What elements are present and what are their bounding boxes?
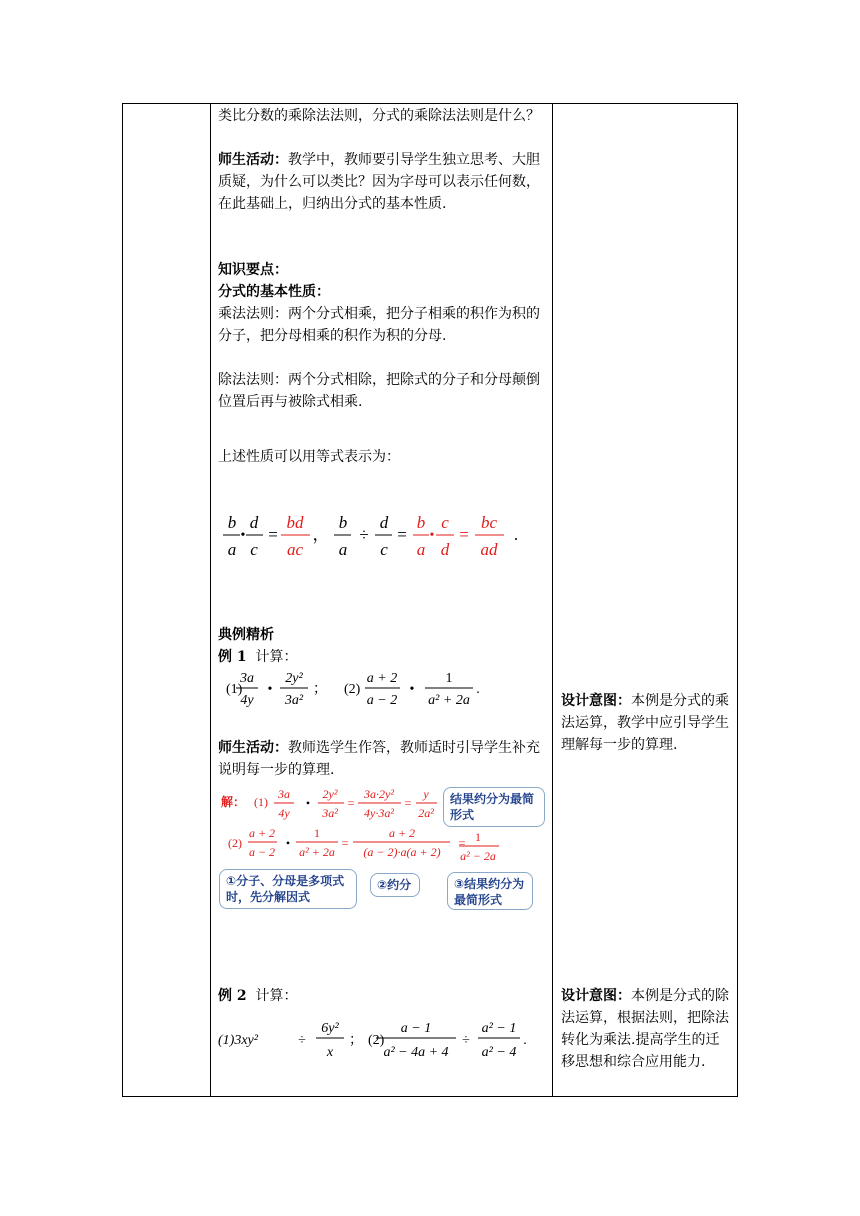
sol2-res-num: 1 xyxy=(475,830,481,844)
frac-bc-num: bc xyxy=(480,513,498,532)
sol1-dot: • xyxy=(305,796,311,810)
period: . xyxy=(513,525,519,544)
frac-c-den: c xyxy=(250,540,258,559)
eq-1: = xyxy=(268,525,278,544)
example2-title xyxy=(218,985,548,1007)
ex2-f2-num: a − 1 xyxy=(400,1021,432,1036)
sol-label: 解： xyxy=(221,795,246,809)
ex2-part2: (2) xyxy=(368,1033,385,1048)
frac-b-num: b xyxy=(227,513,237,532)
knowledge-subheading: 分式的基本性质： xyxy=(218,284,330,300)
comma: ， xyxy=(312,525,330,544)
ex1-dot: • xyxy=(267,682,273,697)
main-content-column xyxy=(218,103,548,468)
sol2-dot: • xyxy=(285,836,291,850)
ex1-period: . xyxy=(476,682,480,697)
design2-label: 设计意图： xyxy=(561,988,631,1004)
callout-result-simplest: 结果约分为最简形式 xyxy=(443,787,545,827)
ex2-f1-num: 6y² xyxy=(321,1021,339,1036)
sol1-f1-den: 4y xyxy=(278,806,290,820)
ex1-dot-2: • xyxy=(409,682,415,697)
activity-label: 师生活动： xyxy=(218,152,288,168)
example1-text: 计算： xyxy=(255,649,298,665)
eq-2: = xyxy=(397,525,407,544)
ex1-f4-den: a² + 2a xyxy=(428,693,470,708)
frac-c3-num: c xyxy=(441,513,449,532)
multiplication-rule: 乘法法则：两个分式相乘，把分子相乘的积作为积的分子，把分母相乘的积作为积的分母. xyxy=(218,306,540,344)
ex1-part2: (2) xyxy=(344,682,361,697)
column-divider-1 xyxy=(210,104,211,1096)
sol1-eq2: = xyxy=(404,796,412,810)
sol1-f2-den: 3a² xyxy=(322,806,338,820)
examples-section xyxy=(218,624,548,668)
intro-question: 类比分数的乘除法法则，分式的乘除法法则是什么？ xyxy=(218,108,540,124)
ex1-f3-den: a − 2 xyxy=(366,693,398,708)
callout-simplest: ③结果约分为最简形式 xyxy=(447,872,533,910)
example1-title xyxy=(218,646,548,668)
example1-problems xyxy=(216,667,546,711)
intro-activity xyxy=(218,149,548,215)
division-rule: 除法法则：两个分式相除，把除式的分子和分母颠倒位置后再与被除式相乘. xyxy=(218,372,540,410)
sol1-eq1: = xyxy=(347,796,355,810)
property-formula xyxy=(218,508,548,568)
frac-a3-den: a xyxy=(416,540,426,559)
sol-part1: (1) xyxy=(254,795,268,809)
design-intent-2 xyxy=(561,985,733,1073)
example2-label: 例 2 xyxy=(218,988,247,1004)
frac-ad-den: ad xyxy=(480,540,498,559)
frac-bd-num: bd xyxy=(286,513,304,532)
ex2-f3-den: a² − 4 xyxy=(481,1045,517,1060)
design1-label: 设计意图： xyxy=(561,693,631,709)
ex1-f1-num: 3a xyxy=(240,671,254,686)
design2-text: 本例是分式的除法运算，根据法则，把除法转化为乘法.提高学生的迁移思想和综合应用能力. xyxy=(561,988,729,1070)
ex1-f2-den: 3a² xyxy=(284,693,304,708)
frac-ac-den: ac xyxy=(286,540,304,559)
ex2-sep: ； xyxy=(349,1033,363,1048)
design1-text: 本例是分式的乘法运算，教学中应引导学生理解每一步的算理. xyxy=(561,693,729,753)
frac-a-den: a xyxy=(227,540,237,559)
callout-factorize: ①分子、分母是多项式时，先分解因式 xyxy=(219,869,357,909)
example2-text: 计算： xyxy=(255,988,298,1004)
example1-label: 例 1 xyxy=(218,649,247,665)
ex2-f2-den: a² − 4a + 4 xyxy=(383,1045,449,1060)
frac-d2-num: d xyxy=(379,513,389,532)
example2-problems xyxy=(216,1016,546,1062)
sol2-mid-den: (a − 2)·a(a + 2) xyxy=(363,845,441,859)
example2-section xyxy=(218,985,548,1007)
sol2-f2-num: 1 xyxy=(314,826,320,840)
sol1-res-den: 2a² xyxy=(418,806,434,820)
sol2-eq2: = xyxy=(458,836,466,850)
ex2-part1: (1)3xy² xyxy=(218,1033,258,1048)
frac-a2-den: a xyxy=(338,540,348,559)
sol-part2: (2) xyxy=(228,836,242,850)
sol1-mid-num: 3a·2y² xyxy=(364,787,394,801)
ex2-f1-den: x xyxy=(326,1045,334,1060)
frac-b2-num: b xyxy=(338,513,348,532)
ex1-activity-text: 教师选学生作答，教师适时引导学生补充说明每一步的算理. xyxy=(218,740,540,778)
ex2-div-1: ÷ xyxy=(298,1033,306,1048)
sol2-mid-num: a + 2 xyxy=(388,826,416,840)
ex1-f4-num: 1 xyxy=(445,671,453,686)
ex1-f1-den: 4y xyxy=(240,693,254,708)
div-sign: ÷ xyxy=(359,525,369,544)
design-intent-1 xyxy=(561,690,733,756)
dot-2: • xyxy=(429,528,435,543)
sol2-f1-num: a + 2 xyxy=(248,826,276,840)
sol1-f2-num: 2y² xyxy=(322,787,338,801)
frac-d3-den: d xyxy=(440,540,450,559)
frac-c2-den: c xyxy=(380,540,388,559)
frac-d-num: d xyxy=(249,513,259,532)
ex2-period: . xyxy=(523,1033,527,1048)
formula-intro: 上述性质可以用等式表示为： xyxy=(218,449,400,465)
sol2-f2-den: a² + 2a xyxy=(299,845,335,859)
ex1-f2-num: 2y² xyxy=(285,671,303,686)
activity-text: 教学中，教师要引导学生独立思考、大胆质疑，为什么可以类比？因为字母可以表示任何数，在此基础上，归纳出分式的基本性质. xyxy=(218,152,540,212)
sol1-res-num: y xyxy=(423,787,429,801)
ex2-div-2: ÷ xyxy=(462,1033,470,1048)
sol1-f1-num: 3a xyxy=(278,787,290,801)
ex1-sep: ； xyxy=(313,682,327,697)
example1-activity xyxy=(218,737,548,781)
eq-3: = xyxy=(459,525,469,544)
sol2-res-den: a² − 2a xyxy=(460,849,496,863)
examples-heading: 典例精析 xyxy=(218,627,274,643)
sol2-f1-den: a − 2 xyxy=(248,845,276,859)
dot-1: • xyxy=(240,528,246,543)
ex1-activity-label: 师生活动： xyxy=(218,740,288,756)
sol2-eq1: = xyxy=(341,836,349,850)
column-divider-2 xyxy=(552,104,553,1096)
ex1-f3-num: a + 2 xyxy=(366,671,398,686)
ex1-part1: (1) xyxy=(226,682,243,697)
knowledge-heading: 知识要点： xyxy=(218,262,288,278)
frac-b3-num: b xyxy=(416,513,426,532)
callout-reduce: ②约分 xyxy=(370,873,420,897)
ex2-f3-num: a² − 1 xyxy=(481,1021,517,1036)
sol1-mid-den: 4y·3a² xyxy=(364,806,394,820)
